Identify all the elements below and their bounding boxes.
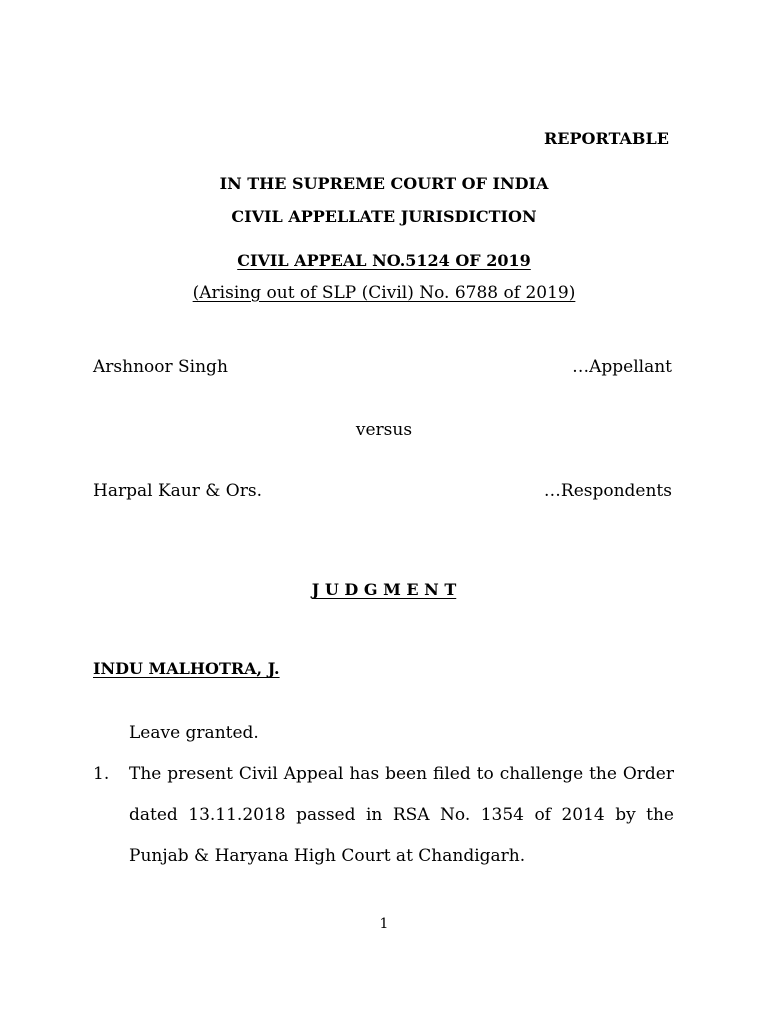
case-number: CIVIL APPEAL NO.5124 OF 2019 [237, 251, 531, 270]
appellant-name: Arshnoor Singh [93, 357, 228, 377]
court-name: IN THE SUPREME COURT OF INDIA [219, 174, 549, 193]
judgment-title: J U D G M E N T [311, 580, 457, 599]
paragraph-line: The present Civil Appeal has been filed to challenge the Order [129, 764, 674, 784]
arising-from: (Arising out of SLP (Civil) No. 6788 of 2019) [192, 283, 576, 303]
appellant-role: …Appellant [572, 357, 672, 377]
paragraph-line: Punjab & Haryana High Court at Chandigarh. [129, 846, 526, 866]
reportable-label: REPORTABLE [544, 129, 669, 148]
respondent-name: Harpal Kaur & Ors. [93, 481, 262, 501]
respondent-role: …Respondents [543, 481, 672, 501]
jurisdiction: CIVIL APPELLATE JURISDICTION [231, 207, 537, 226]
opening-line: Leave granted. [129, 723, 259, 743]
versus-label: versus [355, 420, 413, 440]
paragraph-number: 1. [93, 764, 110, 784]
paragraph-line: dated 13.11.2018 passed in RSA No. 1354 of 2014 by the [129, 805, 674, 825]
judge-name: INDU MALHOTRA, J. [93, 659, 280, 678]
page-number: 1 [379, 916, 389, 932]
